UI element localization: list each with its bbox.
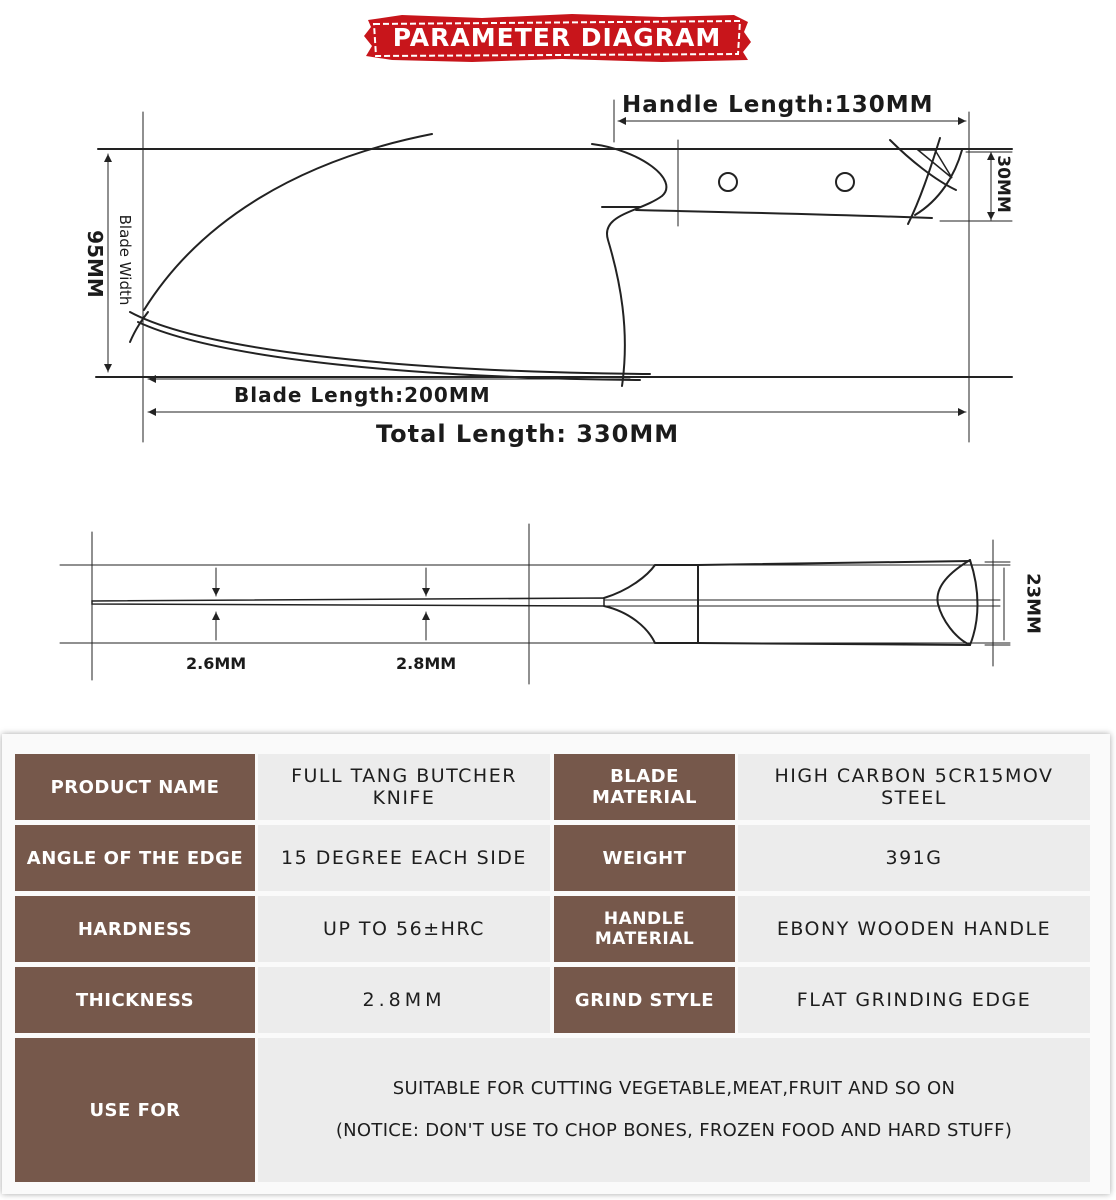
spec-label-product-name: PRODUCT NAME bbox=[15, 754, 255, 820]
spec-label-angle: ANGLE OF THE EDGE bbox=[15, 825, 255, 891]
handle-width-label: 30MM bbox=[993, 155, 1013, 213]
spec-label-weight: WEIGHT bbox=[554, 825, 735, 891]
spec-label-hardness: HARDNESS bbox=[15, 896, 255, 962]
use-for-line-1: SUITABLE FOR CUTTING VEGETABLE,MEAT,FRUIT AND SO ON bbox=[392, 1078, 956, 1099]
spec-value-grind-style: FLAT GRINDING EDGE bbox=[738, 967, 1090, 1033]
side-blade bbox=[92, 598, 604, 606]
spec-value-angle: 15 DEGREE EACH SIDE bbox=[258, 825, 550, 891]
blade-width-text-label: Blade Width bbox=[116, 214, 134, 306]
blade-width-value-label: 95MM bbox=[83, 230, 107, 298]
spec-label-handle-material: HANDLE MATERIAL bbox=[554, 896, 735, 962]
spec-value-weight: 391G bbox=[738, 825, 1090, 891]
spec-value-product-name: FULL TANG BUTCHER KNIFE bbox=[258, 754, 550, 820]
spec-value-handle-material: EBONY WOODEN HANDLE bbox=[738, 896, 1090, 962]
bolster-curve bbox=[592, 144, 666, 386]
rivet-2 bbox=[836, 173, 854, 191]
handle-length-label: Handle Length:130MM bbox=[622, 92, 934, 118]
spec-label-thickness: THICKNESS bbox=[15, 967, 255, 1033]
thickness-label-2: 2.8MM bbox=[396, 654, 457, 673]
rivet-1 bbox=[719, 173, 737, 191]
side-bolster bbox=[604, 565, 698, 643]
spec-value-thickness: 2.8MM bbox=[258, 967, 550, 1033]
spec-label-blade-material: BLADE MATERIAL bbox=[554, 754, 735, 820]
blade-length-label: Blade Length:200MM bbox=[234, 383, 491, 407]
use-for-line-2: (NOTICE: DON'T USE TO CHOP BONES, FROZEN FOOD AND HARD STUFF) bbox=[335, 1120, 1013, 1141]
spec-table bbox=[2, 734, 1110, 1194]
spec-label-grind-style: GRIND STYLE bbox=[554, 967, 735, 1033]
spec-value-hardness: UP TO 56±HRC bbox=[258, 896, 550, 962]
handle-bottom bbox=[636, 210, 932, 218]
spec-label-use-for: USE FOR bbox=[15, 1038, 255, 1182]
side-butt bbox=[937, 560, 970, 645]
total-length-label: Total Length: 330MM bbox=[376, 420, 680, 448]
blade-edge bbox=[130, 312, 650, 374]
thickness-label-1: 2.6MM bbox=[186, 654, 247, 673]
blade-spine bbox=[144, 134, 432, 310]
handle-thickness-label: 23MM bbox=[1022, 573, 1044, 634]
spec-value-blade-material: HIGH CARBON 5CR15MOV STEEL bbox=[738, 754, 1090, 820]
spec-value-use-for bbox=[258, 1038, 1090, 1182]
banner-title: PARAMETER DIAGRAM bbox=[392, 23, 722, 52]
